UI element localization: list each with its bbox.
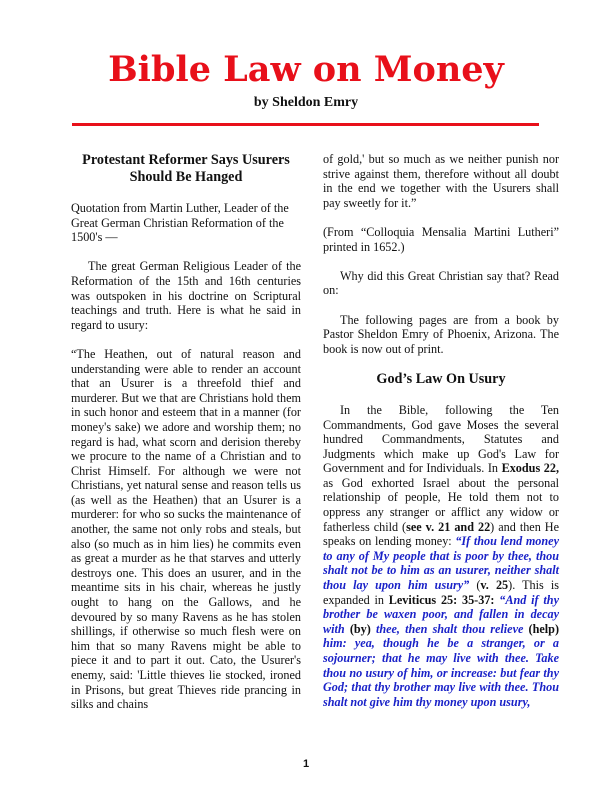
book-source-paragraph: The following pages are from a book by Pastor Sheldon Emry of Phoenix, Arizona. The book is now out of print. [323, 312, 559, 356]
title-divider [72, 123, 539, 126]
text-span: In the Bible, following the Ten Commandments, God gave Moses the several hundred Commandments, Statutes and Judgments which make up God's Law for Government and for Individuals. In [323, 402, 559, 476]
luther-context-paragraph: The great German Religious Leader of the Reformation of the 15th and 16th centuries was outspoken in his doctrine on Scriptural teachings and truth. Here is what he said in regard to usury: [71, 259, 301, 332]
text-span: ). This is expanded in [323, 578, 560, 607]
page-number: 1 [302, 758, 310, 770]
editorial-insert: (by) [349, 621, 371, 636]
luther-quote-paragraph: “The Heathen, out of natural reason and understanding were able to render an account that an Usurer is a threefold thief and murderer. But we that are Christians hold them in such honor and esteem that in a manner (for money's sake) we adore and worship them; no regard is had, what scorn and derision thereby we procure to the name of a Christian and to Christ Himself. For although we were not Christians, yet natural sense and reason tells us (as well as the Heathen) that an Usurer is a murderer: for who so sucks the maintenance of another, the same not only robs and steals, but also (so much as in him lies) he commits even as great a murder as he that starves and utterly destroys one. This does an usurer, and in the meantime sits in his chair, whereas he justly ought to hang on the Gallows, and he devoured by so many Ravens as he has stolen shillings, if otherwise so much flesh were on him that so many Ravens might be able to piece it and to part it out. Cato, the Usurer's enemy, said: 'Little thieves lie stocked, ironed in Prisons, but great Thieves ride prancing in silks and chains [71, 346, 301, 712]
editorial-insert: (help) [528, 621, 559, 636]
section-heading-reformer: Protestant Reformer Says Usurers Should Be Hanged [82, 152, 290, 185]
scripture-reference: see v. 21 and 22 [406, 519, 491, 534]
text-span: as God exhorted Israel about the personal relationship of people, He told them not to oppress any stranger or afflict any widow or fatherless child ( [323, 475, 559, 534]
scripture-reference: Exodus 22, [501, 461, 559, 476]
text-span: ) and then He speaks on lending money: [323, 519, 560, 549]
scripture-quote: thee, then shalt thou relieve [375, 621, 524, 636]
scripture-quote: “If thou lend money to any of My people that is poor by thee, thou shalt not be to him as an usurer, neither shalt thou lay upon him usury” [323, 534, 559, 593]
source-citation: (From “Colloquia Mensalia Martini Lutheri” printed in 1652.) [323, 224, 559, 254]
usury-law-paragraph [323, 403, 559, 709]
section-heading-usury: God’s Law On Usury [376, 370, 506, 387]
document-title: Bible Law on Money [108, 49, 504, 90]
author-byline: by Sheldon Emry [253, 95, 359, 110]
scripture-quote: him: yea, though he be a stranger, or a sojourner; that he may live with thee. Take thou no usury of him, or increase: but fear thy God; that thy brother may live with thee. Thou shalt not give him thy money upon usury, [323, 636, 559, 709]
text-span: ( [469, 578, 481, 593]
right-column [323, 152, 559, 724]
left-column [71, 152, 301, 726]
scripture-reference: Leviticus 25: 35-37: [388, 592, 495, 607]
read-on-paragraph: Why did this Great Christian say that? Read on: [323, 268, 559, 298]
luther-intro-paragraph: Quotation from Martin Luther, Leader of the Great German Christian Reformation of the 1500's — [71, 201, 289, 245]
scripture-reference: v. 25 [480, 578, 509, 593]
luther-quote-continued: of gold,' but so much as we neither punish nor strive against them, therefore without all doubt in the end we together with the Usurers shall pay sweetly for it.” [323, 152, 559, 210]
scripture-quote: “And if thy brother be waxen poor, and fallen in decay with [323, 592, 559, 636]
